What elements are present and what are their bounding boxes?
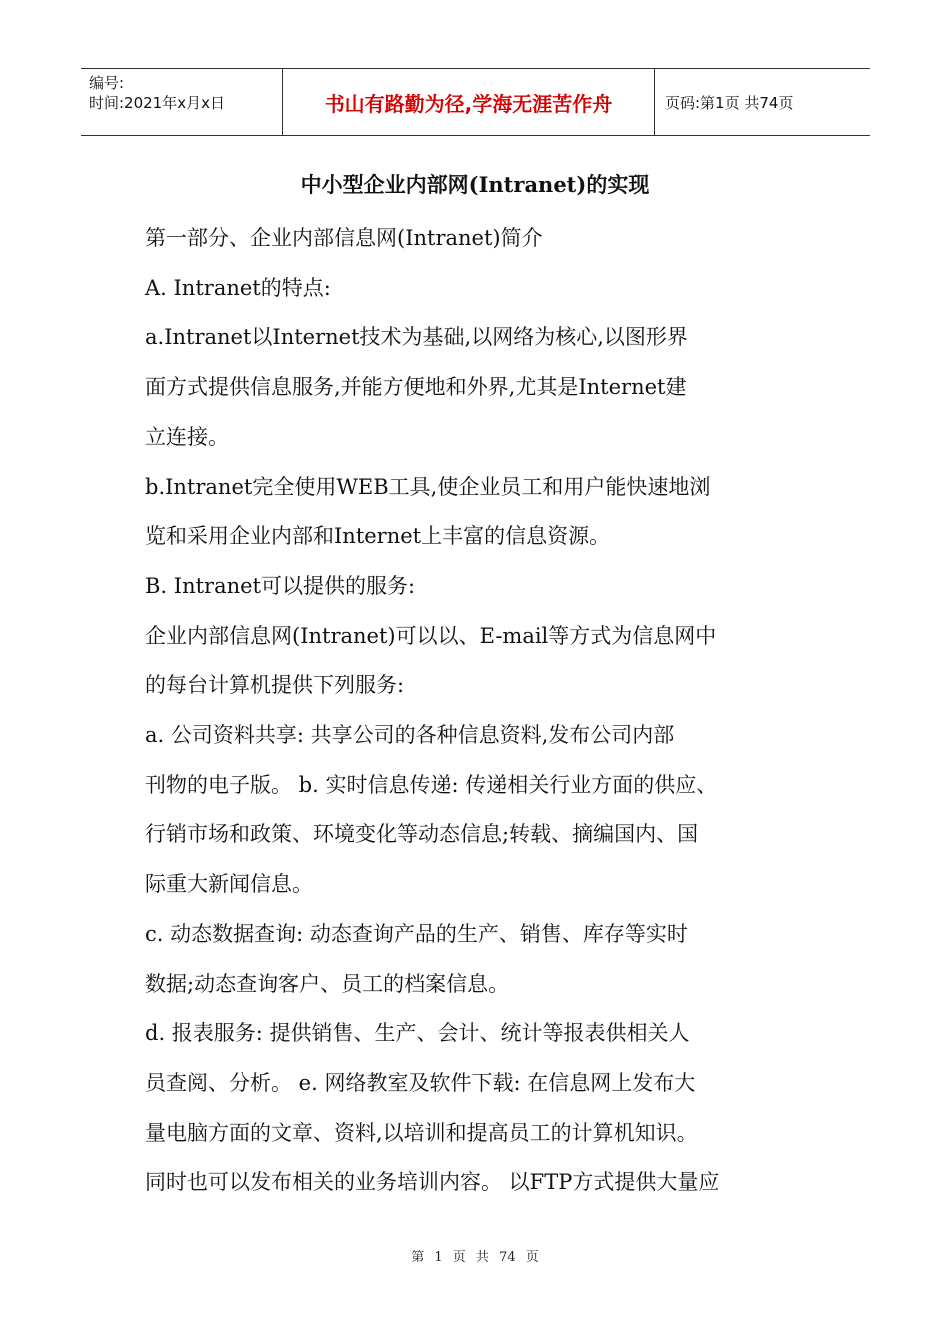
- body-line: a. 公司资料共享: 共享公司的各种信息资料,发布公司内部: [145, 723, 675, 748]
- header-page-cell: [655, 69, 870, 135]
- document-date-label: 时间:2021年x月x日: [89, 94, 225, 112]
- body-line: 行销市场和政策、环境变化等动态信息;转载、摘编国内、国: [145, 822, 699, 847]
- body-line: a.Intranet以Internet技术为基础,以网络为核心,以图形界: [145, 325, 688, 350]
- header-motto: 书山有路勤为径,学海无涯苦作舟: [324, 91, 613, 116]
- body-line: b.Intranet完全使用WEB工具,使企业员工和用户能快速地浏: [145, 474, 711, 499]
- body-line: 面方式提供信息服务,并能方便地和外界,尤其是Internet建: [145, 375, 687, 400]
- body-line: 同时也可以发布相关的业务培训内容。 以FTP方式提供大量应: [145, 1170, 720, 1195]
- document-title: 中小型企业内部网(Intranet)的实现: [300, 172, 650, 197]
- body-line: 数据;动态查询客户、员工的档案信息。: [145, 971, 510, 996]
- header-meta-cell: [81, 69, 283, 135]
- body-line: c. 动态数据查询: 动态查询产品的生产、销售、库存等实时: [145, 921, 688, 946]
- document-number-label: 编号:: [89, 74, 125, 92]
- body-line: 员查阅、分析。 e. 网络教室及软件下载: 在信息网上发布大: [145, 1070, 696, 1095]
- body-line: d. 报表服务: 提供销售、生产、会计、统计等报表供相关人: [145, 1021, 690, 1046]
- page-footer: 第 1 页 共 74 页: [411, 1250, 539, 1265]
- page-header: [81, 68, 870, 136]
- body-line: 第一部分、企业内部信息网(Intranet)简介: [145, 226, 543, 250]
- body-line: 际重大新闻信息。: [145, 872, 313, 897]
- body-line: 刊物的电子版。 b. 实时信息传递: 传递相关行业方面的供应、: [145, 772, 718, 797]
- body-line: 立连接。: [145, 424, 229, 449]
- body-line: 量电脑方面的文章、资料,以培训和提高员工的计算机知识。: [145, 1120, 698, 1145]
- body-line: 企业内部信息网(Intranet)可以以、E-mail等方式为信息网中: [145, 623, 717, 648]
- header-motto-cell: [283, 69, 655, 135]
- body-line: 的每台计算机提供下列服务:: [145, 673, 405, 698]
- document-body: [145, 214, 815, 1208]
- body-line: B. Intranet可以提供的服务:: [145, 573, 416, 598]
- header-page-info: 页码:第1页 共74页: [665, 93, 794, 112]
- body-line: A. Intranet的特点:: [145, 275, 331, 300]
- body-line: 览和采用企业内部和Internet上丰富的信息资源。: [145, 524, 611, 549]
